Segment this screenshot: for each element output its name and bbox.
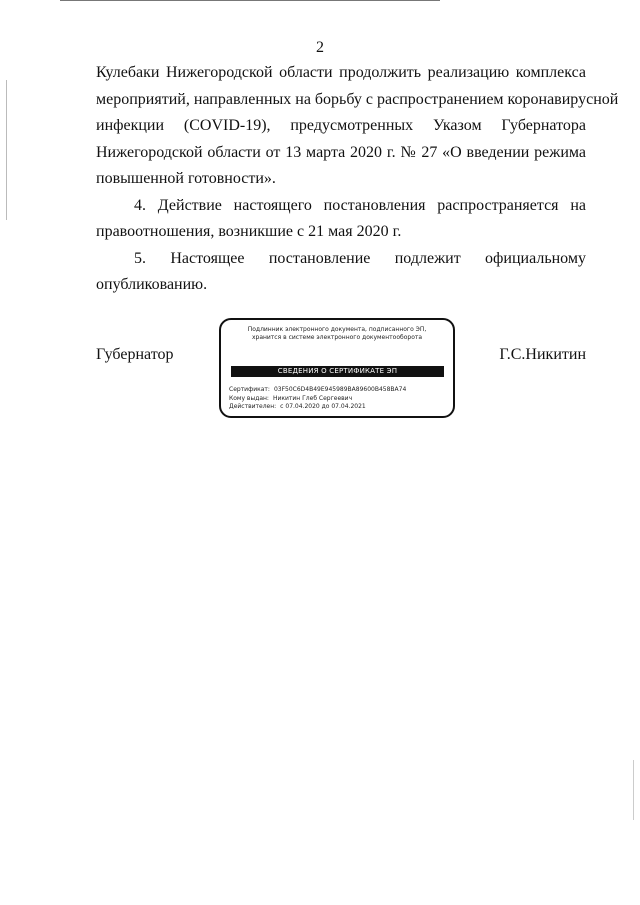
validity-value: с 07.04.2020 до 07.04.2021 (280, 403, 366, 410)
certificate-label: Сертификат: (229, 386, 270, 393)
scan-edge-line (633, 760, 634, 820)
issued-to-value: Никитин Глеб Сергеевич (272, 394, 353, 402)
signer-name: Г.С.Никитин (499, 346, 586, 363)
paragraph-5-line: опубликованию. (96, 276, 208, 293)
paragraph-4-line: правоотношения, возникшие с 21 мая 2020 г. (96, 223, 402, 240)
scan-edge-line (6, 80, 7, 220)
issued-to-label: Кому выдан: (229, 394, 269, 402)
document-body (96, 60, 619, 299)
electronic-signature-stamp (219, 318, 455, 418)
paragraph-line: повышенной готовности». (96, 170, 276, 187)
paragraph-5-line: 5. Настоящее постановление подлежит официальному (134, 249, 586, 267)
signer-title: Губернатор (96, 346, 174, 363)
stamp-header (221, 326, 453, 342)
paragraph-4-line: 4. Действие настоящего постановления распространяется на (134, 196, 586, 214)
paragraph-line: инфекции (COVID-19), предусмотренных Указом Губернатора (96, 117, 586, 134)
stamp-banner: СВЕДЕНИЯ О СЕРТИФИКАТЕ ЭП (231, 366, 444, 377)
paragraph-line: Кулебаки Нижегородской области продолжить реализацию комплекса (96, 64, 586, 81)
stamp-header-line: Подлинник электронного документа, подписанного ЭП, (247, 326, 427, 333)
scan-edge-line (60, 0, 440, 1)
stamp-header-line: хранится в системе электронного документооборота (251, 334, 423, 341)
stamp-details (229, 386, 449, 412)
certificate-value: 03F50C6D4B49E945989BA89600B458BA74 (273, 386, 407, 393)
certificate-row (229, 386, 449, 395)
paragraph-line: Нижегородской области от 13 марта 2020 г. № 27 «О введении режима (96, 143, 586, 161)
validity-label: Действителен: (229, 403, 277, 410)
validity-row (229, 403, 449, 412)
paragraph-line: мероприятий, направленных на борьбу с распространением коронавирусной (96, 90, 619, 108)
issued-to-row (229, 395, 449, 404)
page-number: 2 (316, 39, 324, 56)
